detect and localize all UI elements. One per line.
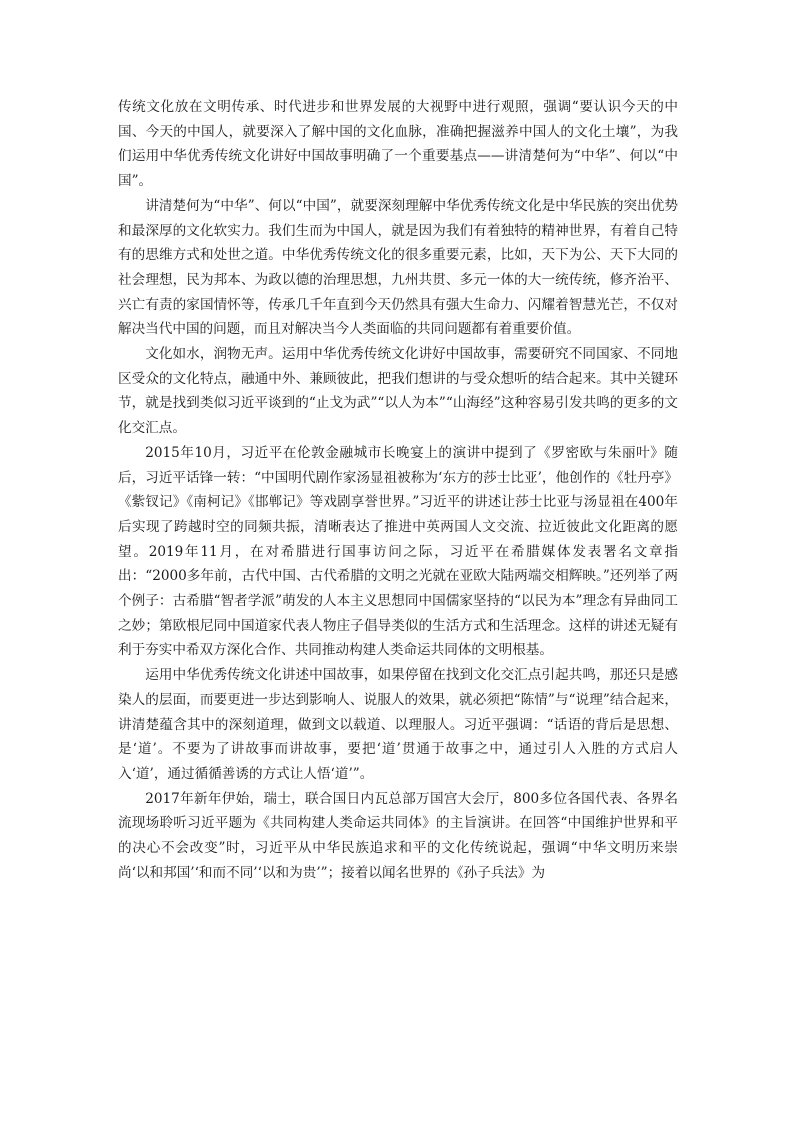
- paragraph-4: 2015年10月，习近平在伦敦金融城市长晚宴上的演讲中提到了《罗密欧与朱丽叶》随后，习近平话锋一转：“中国明代剧作家汤显祖被称为‘东方的莎士比亚’，他创作的《牡丹亭》《紫钗记》《南柯记》《邯郸记》等戏剧享誉世界。”习近平的讲述让莎士比亚与汤显祖在400年后实现了跨越时空的同频共振，清晰表达了推进中英两国人文交流、拉近彼此文化距离的愿望。2019年11月，在对希腊进行国事访问之际，习近平在希腊媒体发表署名文章指出：“2000多年前，古代中国、古代希腊的文明之光就在亚欧大陆两端交相辉映。”还列举了两个例子：古希腊“智者学派”萌发的人本主义思想同中国儒家坚持的“以民为本”理念有异曲同工之妙；第欧根尼同中国道家代表人物庄子倡导类似的生活方式和生活理念。这样的讲述无疑有利于夯实中希双方深化合作、共同推动构建人类命运共同体的文明根基。: [118, 444, 678, 659]
- paragraph-2: 讲清楚何为“中华”、何以“中国”，就要深刻理解中华优秀传统文化是中华民族的突出优势和最深厚的文化软实力。我们生而为中国人，就是因为我们有着独特的精神世界，有着自己特有的思维方式和处世之道。中华优秀传统文化的很多重要元素，比如，天下为公、天下大同的社会理想，民为邦本、为政以德的治理思想，九州共贯、多元一体的大一统传统，修齐治平、兴亡有责的家国情怀等，传承几千年直到今天仍然具有强大生命力、闪耀着智慧光芒，不仅对解决当代中国的问题，而且对解决当今人类面临的共同问题都有着重要价值。: [118, 197, 678, 338]
- paragraph-1: 传统文化放在文明传承、时代进步和世界发展的大视野中进行观照，强调“要认识今天的中国、今天的中国人，就要深入了解中国的文化血脉，准确把握滋养中国人的文化土壤”，为我们运用中华优秀传统文化讲好中国故事明确了一个重要基点——讲清楚何为“中华”、何以“中国”。: [118, 99, 678, 190]
- paragraph-6: 2017年新年伊始，瑞士，联合国日内瓦总部万国宫大会厅，800多位各国代表、各界名流现场聆听习近平题为《共同构建人类命运共同体》的主旨演讲。在回答“中国维护世界和平的决心不会改变”时，习近平从中华民族追求和平的文化传统说起，强调“中华文明历来崇尚‘以和邦国’‘和而不同’‘以和为贵’”；接着以闻名世界的《孙子兵法》为: [118, 790, 678, 881]
- document-body: [118, 95, 678, 886]
- paragraph-3: 文化如水，润物无声。运用中华优秀传统文化讲好中国故事，需要研究不同国家、不同地区受众的文化特点，融通中外、兼顾彼此，把我们想讲的与受众想听的结合起来。其中关键环节，就是找到类似习近平谈到的“止戈为武”“以人为本”“山海经”这种容易引发共鸣的更多的文化交汇点。: [118, 346, 678, 437]
- paragraph-5: 运用中华优秀传统文化讲述中国故事，如果停留在找到文化交汇点引起共鸣，那还只是感染人的层面，而要更进一步达到影响人、说服人的效果，就必须把“陈情”与“说理”结合起来，讲清楚蕴含其中的深刻道理，做到文以载道、以理服人。习近平强调：“话语的背后是思想、是‘道’。不要为了讲故事而讲故事，要把‘道’贯通于故事之中，通过引人入胜的方式启人入‘道’，通过循循善诱的方式让人悟‘道’”。: [118, 667, 678, 782]
